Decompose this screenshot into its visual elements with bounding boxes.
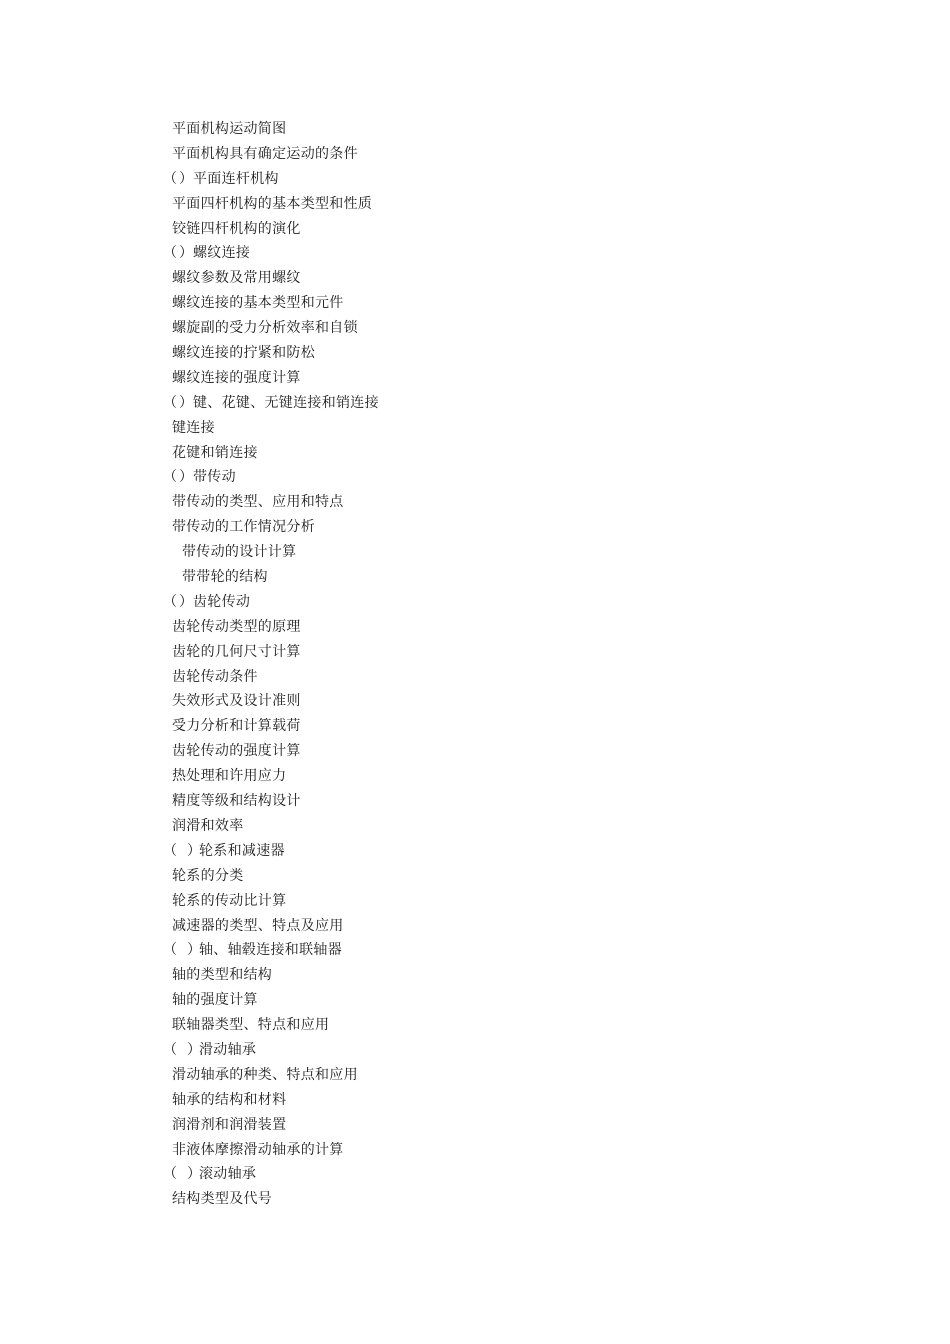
heading-close-paren: ） <box>179 170 194 187</box>
heading-title: 平面连杆机构 <box>193 170 279 187</box>
heading-open-paren: （ <box>163 245 178 262</box>
outline-item: 轴的强度计算 <box>172 992 258 1009</box>
outline-item: 带带轮的结构 <box>182 569 268 586</box>
outline-item: 减速器的类型、特点及应用 <box>172 917 344 934</box>
heading-close-paren: ） <box>179 469 194 486</box>
outline-item: 轴的类型和结构 <box>172 967 273 984</box>
section-heading <box>0 465 950 490</box>
section-heading <box>0 1162 950 1187</box>
section-heading <box>0 391 950 416</box>
heading-close-paren: ） <box>187 1041 202 1058</box>
heading-close-paren: ） <box>187 942 202 959</box>
outline-item: 热处理和许用应力 <box>172 768 287 785</box>
section-heading <box>0 167 950 192</box>
outline-item: 螺纹连接的基本类型和元件 <box>172 295 344 312</box>
heading-open-paren: （ <box>163 593 178 610</box>
outline-item: 润滑和效率 <box>172 817 244 834</box>
outline-item: 齿轮传动的强度计算 <box>172 743 301 760</box>
heading-title: 齿轮传动 <box>193 593 251 610</box>
outline-item: 平面机构具有确定运动的条件 <box>172 145 358 162</box>
heading-open-paren: （ <box>163 942 178 959</box>
outline-item: 轴承的结构和材料 <box>172 1091 287 1108</box>
heading-open-paren: （ <box>163 1041 178 1058</box>
heading-title: 螺纹连接 <box>193 245 251 262</box>
outline-item: 螺纹参数及常用螺纹 <box>172 270 301 287</box>
outline-item: 齿轮传动条件 <box>172 668 258 685</box>
outline-item: 带传动的设计计算 <box>182 544 297 561</box>
outline-item: 带传动的工作情况分析 <box>172 519 315 536</box>
heading-title: 轴、轴毂连接和联轴器 <box>199 942 342 959</box>
outline-item: 滑动轴承的种类、特点和应用 <box>172 1066 358 1083</box>
outline-item: 键连接 <box>172 419 215 436</box>
heading-title: 带传动 <box>193 469 236 486</box>
heading-open-paren: （ <box>163 842 178 859</box>
outline-item: 非液体摩擦滑动轴承的计算 <box>172 1141 344 1158</box>
outline-item: 轮系的分类 <box>172 867 244 884</box>
outline-item: 齿轮传动类型的原理 <box>172 618 301 635</box>
heading-close-paren: ） <box>179 394 194 411</box>
outline-item: 螺纹连接的拧紧和防松 <box>172 345 315 362</box>
heading-title: 轮系和减速器 <box>199 842 285 859</box>
outline-item: 螺旋副的受力分析效率和自锁 <box>172 320 358 337</box>
outline-item: 润滑剂和润滑装置 <box>172 1116 287 1133</box>
section-heading <box>0 938 950 963</box>
heading-close-paren: ） <box>179 245 194 262</box>
heading-close-paren: ） <box>179 593 194 610</box>
outline-item: 螺纹连接的强度计算 <box>172 369 301 386</box>
heading-title: 键、花键、无键连接和销连接 <box>193 394 379 411</box>
outline-item: 带传动的类型、应用和特点 <box>172 494 344 511</box>
outline-item: 平面四杆机构的基本类型和性质 <box>172 195 373 212</box>
heading-open-paren: （ <box>163 394 178 411</box>
outline-item: 花键和销连接 <box>172 444 258 461</box>
section-heading <box>0 1038 950 1063</box>
outline-item: 结构类型及代号 <box>172 1191 273 1208</box>
outline-item: 精度等级和结构设计 <box>172 793 301 810</box>
outline-item: 轮系的传动比计算 <box>172 892 287 909</box>
outline-item: 联轴器类型、特点和应用 <box>172 1017 330 1034</box>
heading-title: 滑动轴承 <box>199 1041 257 1058</box>
section-heading <box>0 590 950 615</box>
heading-title: 滚动轴承 <box>199 1166 257 1183</box>
heading-open-paren: （ <box>163 1166 178 1183</box>
heading-open-paren: （ <box>163 469 178 486</box>
document-page <box>0 117 950 1212</box>
outline-item: 失效形式及设计准则 <box>172 693 301 710</box>
heading-close-paren: ） <box>187 1166 202 1183</box>
outline-item: 铰链四杆机构的演化 <box>172 220 301 237</box>
section-heading <box>0 839 950 864</box>
outline-item: 齿轮的几何尺寸计算 <box>172 643 301 660</box>
outline-list <box>0 117 950 1212</box>
section-heading <box>0 241 950 266</box>
outline-item: 受力分析和计算载荷 <box>172 718 301 735</box>
outline-item: 平面机构运动简图 <box>172 121 287 137</box>
heading-close-paren: ） <box>187 842 202 859</box>
heading-open-paren: （ <box>163 170 178 187</box>
